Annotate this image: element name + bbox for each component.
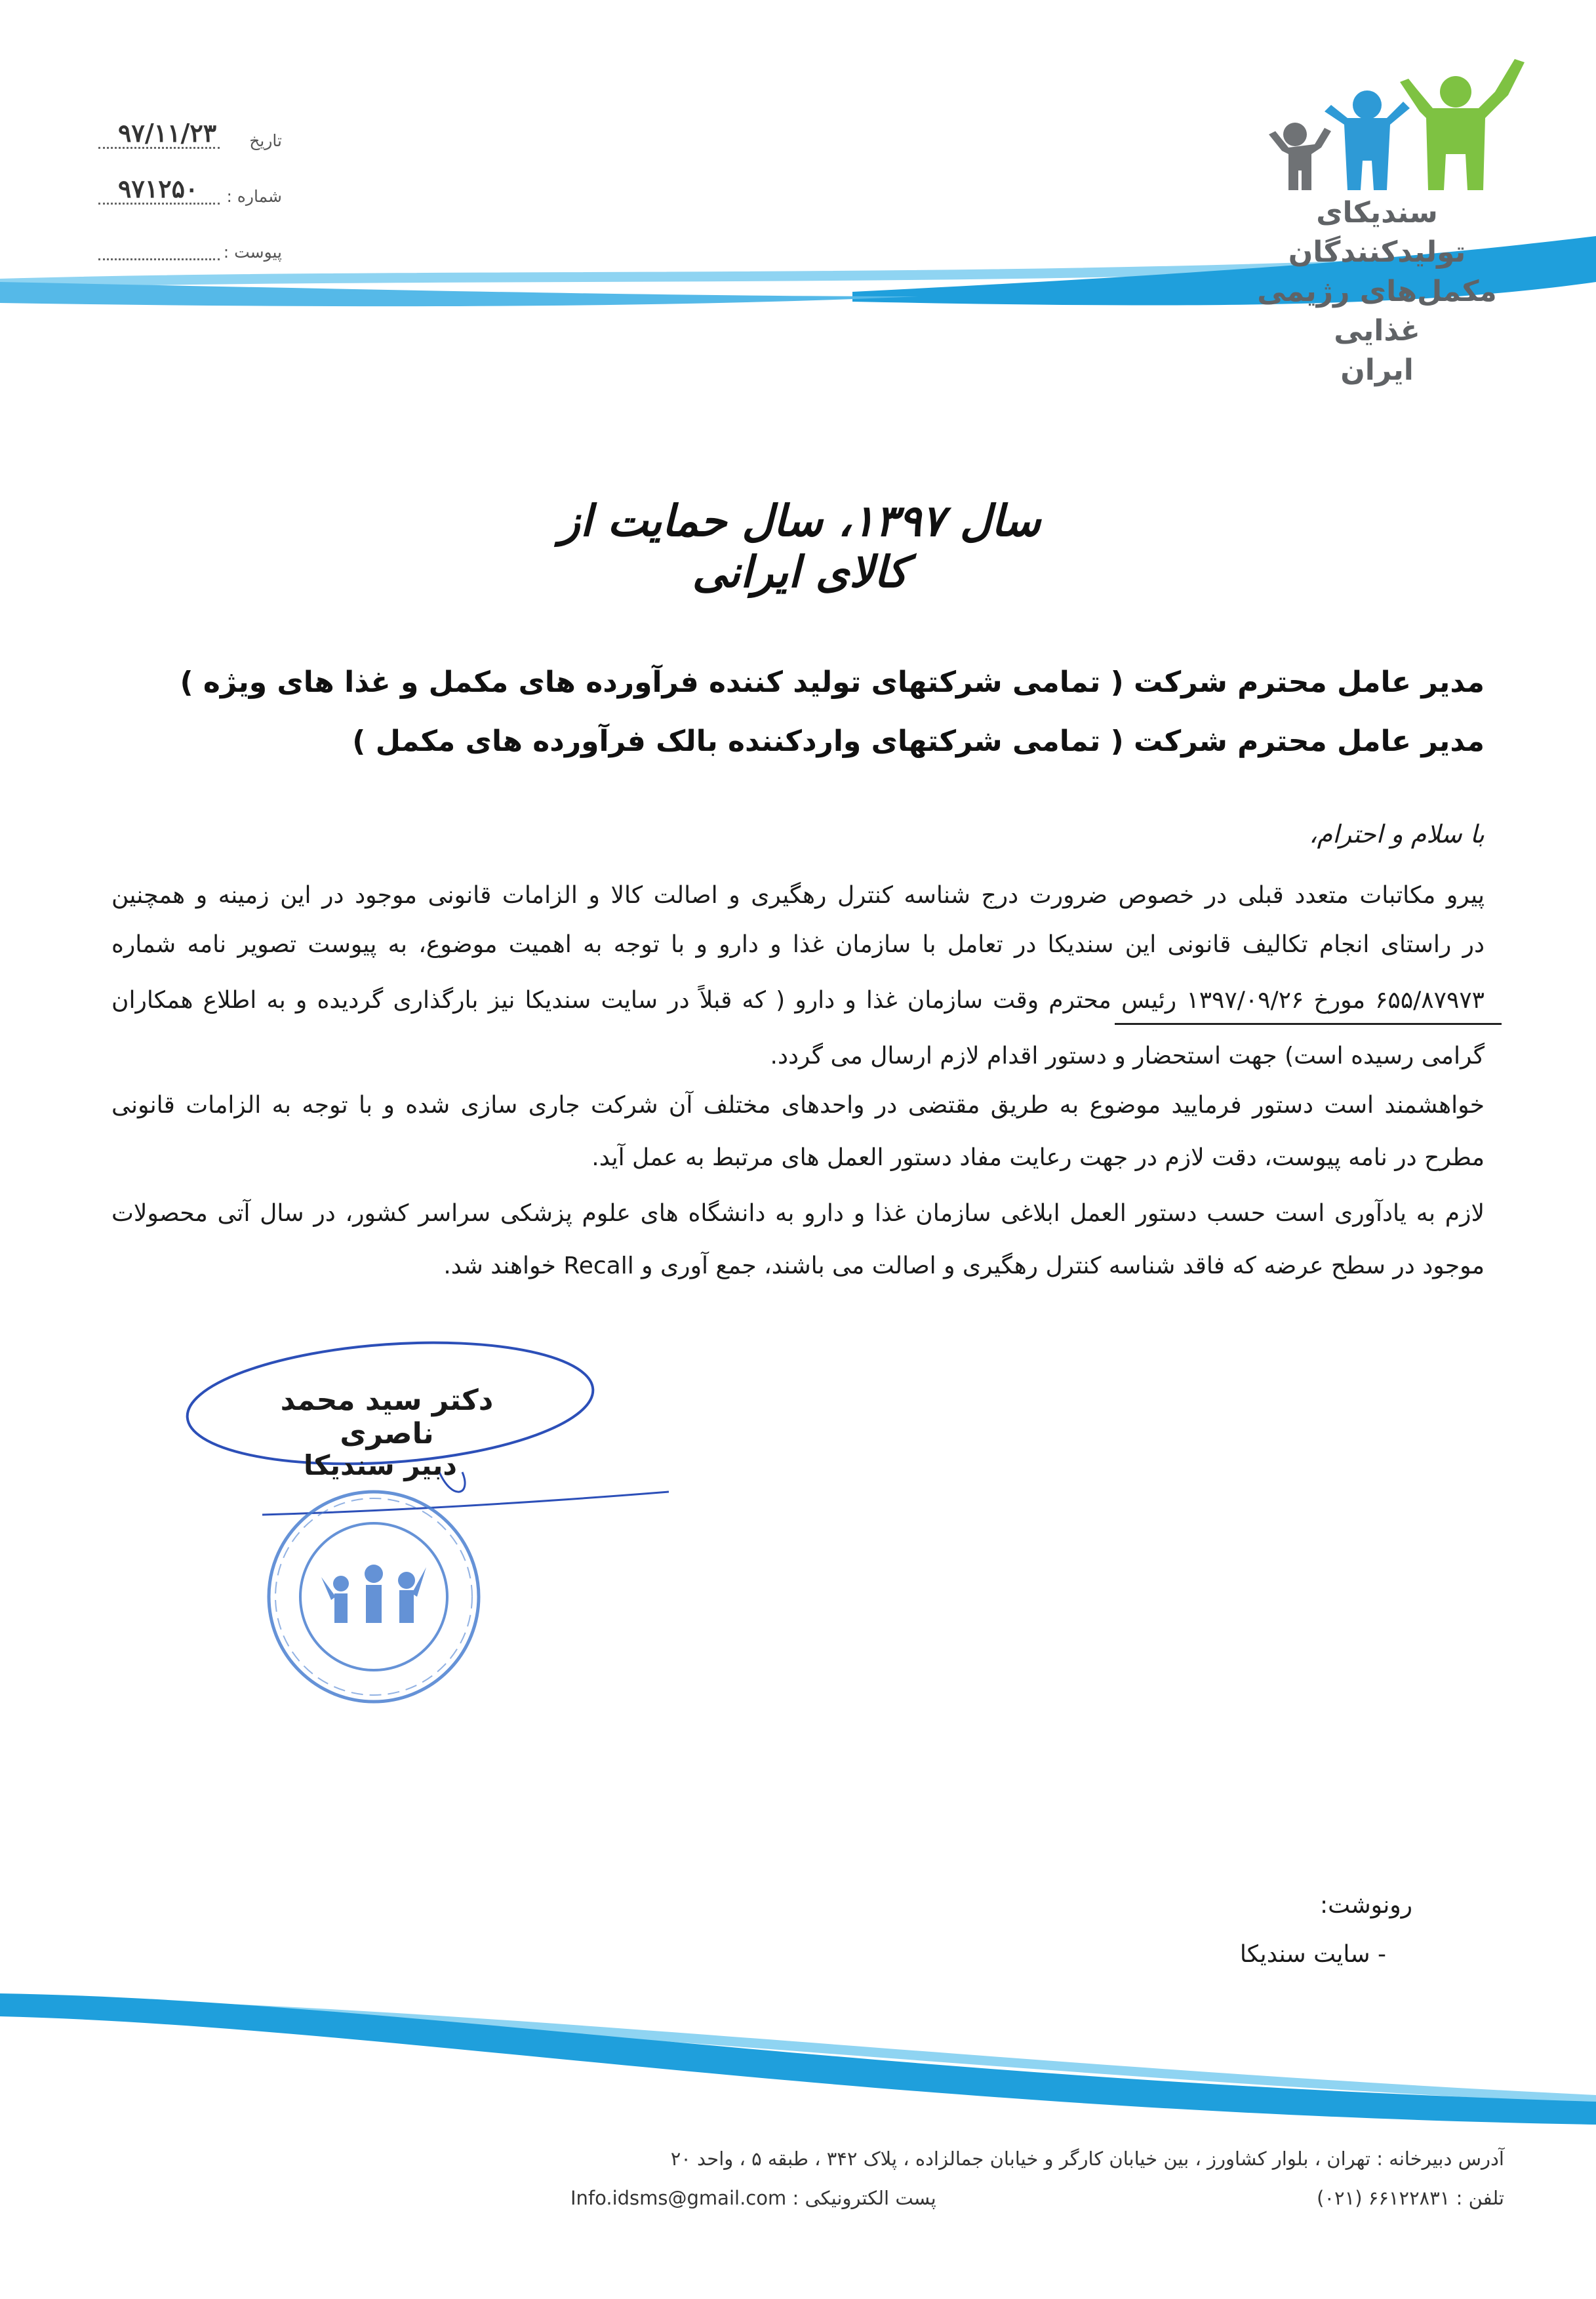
date-value: ۹۷/۱۱/۲۳ <box>118 118 217 148</box>
footer-email: پست الکترونیکی : Info.idsms@gmail.com <box>570 2187 936 2209</box>
paragraph2-line2: مطرح در نامه پیوست، دقت لازم در جهت رعایت مفاد دستور العمل های مرتبط به عمل آید. <box>591 1144 1485 1171</box>
number-field <box>98 174 282 210</box>
syndicate-logo-icon <box>1259 56 1534 197</box>
bottom-band-main <box>0 1993 1596 2125</box>
paragraph1-line4: گرامی رسیده است) جهت استحضار و دستور اقدام لازم ارسال می گردد. <box>770 1043 1485 1070</box>
logo-gray-figure <box>1269 123 1331 190</box>
paragraph3-line2: موجود در سطح عرضه که فاقد شناسه کنترل رهگیری و اصالت می باشند، جمع آوری و Recall خواهند شد. <box>443 1252 1485 1279</box>
logo-name-line1: سندیکای تولیدکنندگان <box>1288 196 1466 269</box>
year-slogan: سال ۱۳۹۷، سال حمایت از کالای ایرانی <box>559 495 1041 597</box>
paragraph3-line1: لازم به یادآوری است حسب دستور العمل ابلاغی سازمان غذا و دارو به دانشگاه های علوم پزشکی سراسر کشور، در سال آتی محصولات <box>111 1200 1485 1227</box>
paragraph1-line1: پیرو مکاتبات متعدد قبلی در خصوص ضرورت درج شناسه کنترل رهگیری و اصالت کالا و الزامات قانونی موجود در این زمینه و همچنین <box>111 882 1485 909</box>
cc-item: - سایت سندیکا <box>1239 1941 1386 1968</box>
top-band-main-left <box>0 282 918 306</box>
date-field <box>98 118 282 154</box>
reference-underline <box>1115 1023 1502 1025</box>
paragraph1-line3: ۶۵۵/۸۷۹۷۳ مورخ ۱۳۹۷/۰۹/۲۶ رئیس محترم وقت سازمان غذا و دارو ( که قبلاً در سایت سندیکا نیز بارگذاری گردیده و به اطلاع همکاران <box>111 987 1485 1014</box>
attachment-label: پیوست : <box>223 243 282 262</box>
syndicate-logo-text <box>1246 193 1508 390</box>
stamp-logo-figures <box>321 1565 426 1623</box>
logo-green-figure <box>1400 59 1525 190</box>
addressee-line-1: مدیر عامل محترم شرکت ( تمامی شرکتهای تولید کننده فرآورده های مکمل و غذا های ویژه ) <box>180 666 1485 699</box>
number-label: شماره : <box>226 187 282 206</box>
signer-title: دبیر سندیکا <box>304 1449 457 1481</box>
greeting: با سلام و احترام، <box>1309 820 1485 849</box>
paragraph2-line1: خواهشمند است دستور فرمایید موضوع به طریق مقتضی در واحدهای مختلف آن شرکت جاری سازی شده و با توجه به الزامات قانونی <box>111 1092 1485 1119</box>
signer-name: دکتر سید محمد ناصری <box>280 1384 494 1450</box>
logo-blue-figure <box>1325 90 1410 190</box>
footer-address: آدرس دبیرخانه : تهران ، بلوار کشاورز ، بین خیابان کارگر و خیابان جمالزاده ، پلاک ۳۴۲ ، طبقه ۵ ، واحد ۲۰ <box>670 2148 1504 2170</box>
logo-name-line2: مکمل‌های رژیمی غذایی <box>1257 275 1497 348</box>
syndicate-stamp <box>262 1485 485 1708</box>
attachment-dotted-line <box>98 258 220 260</box>
cc-label: رونوشت: <box>1319 1892 1412 1919</box>
addressee-line-2: مدیر عامل محترم شرکت ( تمامی شرکتهای واردکننده بالک فرآورده های مکمل ) <box>352 725 1485 758</box>
date-label: تاریخ <box>249 131 282 150</box>
logo-name-line3: ایران <box>1340 353 1414 387</box>
footer-phone: تلفن : ۶۶۱۲۲۸۳۱ (۰۲۱) <box>1317 2187 1504 2209</box>
attachment-field <box>98 233 282 266</box>
paragraph1-line2: در راستای انجام تکالیف قانونی این سندیکا در تعامل با سازمان غذا و دارو و با توجه به اهمیت موضوع، به پیوست تصویر نامه شماره <box>111 931 1485 958</box>
number-value: ۹۷۱۲۵۰ <box>118 174 199 203</box>
